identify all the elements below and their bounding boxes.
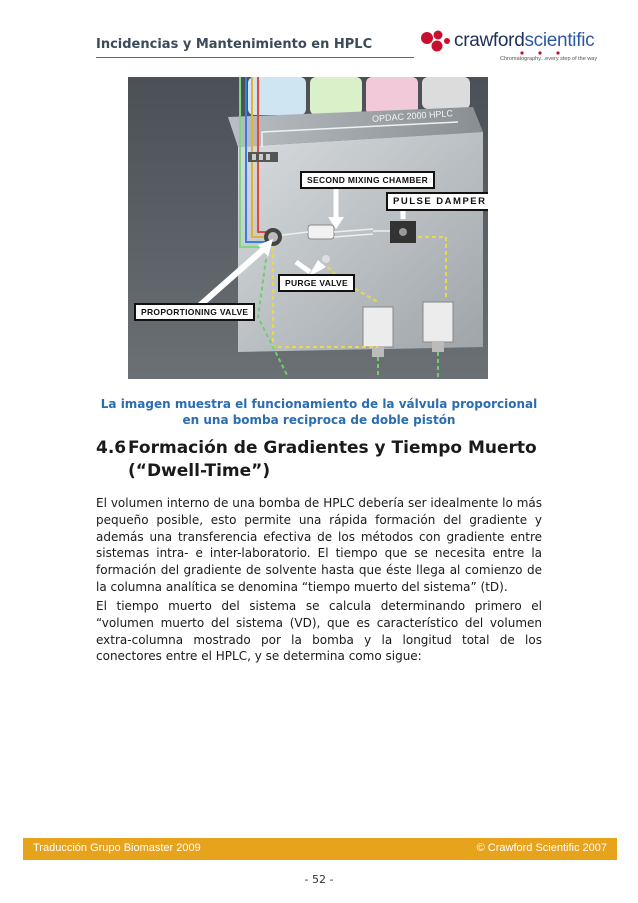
purge-valve-label: PURGE VALVE [278,274,355,292]
proportioning-valve-label: PROPORTIONING VALVE [134,303,255,321]
section-number: 4.6 [96,438,127,458]
logo-wordmark [454,30,594,52]
section-title-line2: (“Dwell-Time”) [128,461,271,481]
logo-tagline: Chromatography...every step of the way [500,56,598,62]
header-title: Incidencias y Mantenimiento en HPLC [96,37,373,52]
figure-caption: La imagen muestra el funcionamiento de la válvula proporcional en una bomba reciproca de doble pistón [100,397,538,427]
logo-word-light: scientific [524,30,595,51]
page-number: - 52 - [304,873,334,886]
footer-bar [23,838,617,860]
footer-left-text: Traducción Grupo Biomaster 2009 [33,842,201,854]
body-paragraph-2: El tiempo muerto del sistema se calcula determinando primero el “volumen muerto del sistema (VD), que es característico del volumen extra-columna mostrado por la bomba y la longitud total de los conectores entre el HPLC, y se determina como sigue: [96,599,542,664]
section-title-line1: Formación de Gradientes y Tiempo Muerto [128,438,537,458]
footer-right-text: © Crawford Scientific 2007 [476,842,607,854]
crawford-logo [418,28,600,72]
logo-mark-icon [418,28,454,58]
logo-word-bold: crawford [454,30,525,51]
body-paragraph-1: El volumen interno de una bomba de HPLC debería ser idealmente lo más pequeño posible, esto permite una rápida formación del gradiente y además una transferencia efectiva de los métodos con gradiente entre sistemas intra- e inter-laboratorio. El tiempo que se necesita entre la formación del gradiente de solvente hasta que éste llega al comienzo de la columna analítica se denomina “tiempo muerto del sistema” (tD). [96,496,542,594]
section-heading [96,437,542,483]
hplc-pump-figure [128,77,488,379]
header-rule [96,57,414,58]
hplc-pump-illustration [128,77,488,379]
second-mixing-chamber-label: SECOND MIXING CHAMBER [300,171,435,189]
pulse-damper-label: PULSE DAMPER [386,192,488,211]
instrument-label: OPDAC 2000 HPLC [371,108,454,124]
